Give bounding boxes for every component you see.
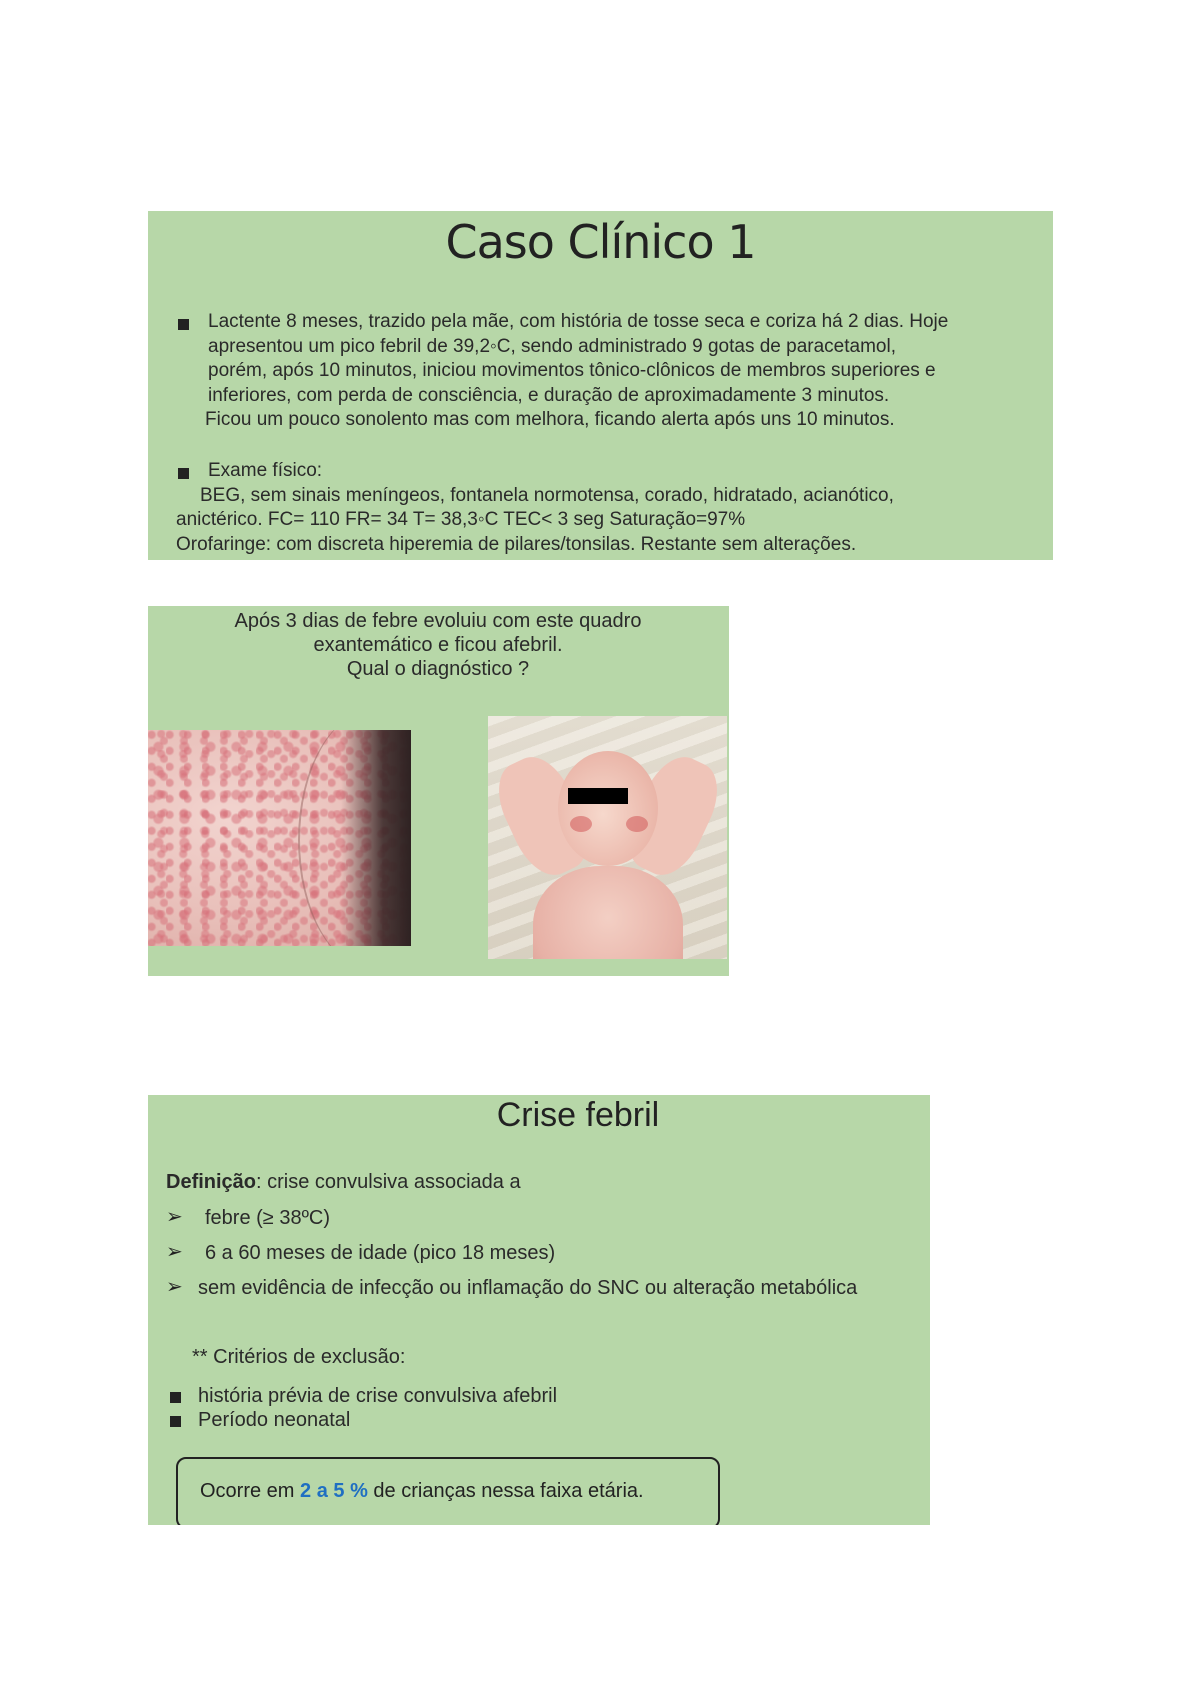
arrow-bullet-icon: ➢ — [166, 1206, 183, 1228]
definition-label: Definição — [166, 1171, 257, 1193]
criterion-item: febre (≥ 38ºC) — [205, 1207, 330, 1229]
slide-caso-clinico — [148, 211, 1053, 560]
case-text-line: porém, após 10 minutos, iniciou movimentos tônico-clônicos de membros superiores e — [208, 360, 936, 381]
slide-title: Crise febril — [496, 1096, 660, 1134]
definition-line — [166, 1170, 521, 1194]
exam-text-line: Orofaringe: com discreta hiperemia de pilares/tonsilas. Restante sem alterações. — [176, 534, 857, 555]
case-text-line: Ficou um pouco sonolento mas com melhora, ficando alerta após uns 10 minutos. — [205, 409, 895, 430]
case-text-line: apresentou um pico febril de 39,2◦C, sendo administrado 9 gotas de paracetamol, — [208, 335, 896, 357]
question-text — [148, 609, 728, 681]
slide-title: Caso Clínico 1 — [445, 215, 756, 269]
question-line: Qual o diagnóstico ? — [346, 658, 530, 680]
bullet-square-icon — [178, 319, 189, 330]
arrow-bullet-icon: ➢ — [166, 1276, 183, 1298]
callout-text: Ocorre em 2 a 5 % de crianças nessa faixa etária. — [200, 1480, 644, 1502]
prevalence-highlight: 2 a 5 % — [300, 1480, 368, 1502]
bullet-square-icon — [178, 468, 189, 479]
case-text-line: Lactente 8 meses, trazido pela mãe, com história de tosse seca e coriza há 2 dias. Hoje — [208, 311, 949, 332]
criterion-item: sem evidência de infecção ou inflamação do SNC ou alteração metabólica — [198, 1277, 858, 1299]
slide-crise-febril — [148, 1095, 930, 1525]
criterion-item: 6 a 60 meses de idade (pico 18 meses) — [205, 1242, 556, 1264]
exam-heading: Exame físico: — [208, 460, 323, 481]
privacy-bar — [568, 788, 628, 804]
exclusion-item: história prévia de crise convulsiva afebril — [198, 1385, 558, 1407]
rash-skin-photo — [148, 730, 411, 946]
slide-question — [148, 606, 729, 976]
exclusion-heading: ** Critérios de exclusão: — [192, 1346, 406, 1368]
infant-exanthem-photo — [488, 716, 727, 959]
exam-text-line: BEG, sem sinais meníngeos, fontanela normotensa, corado, hidratado, acianótico, — [200, 485, 894, 506]
bullet-square-icon — [170, 1392, 181, 1403]
definition-text: : crise convulsiva associada a — [256, 1171, 521, 1193]
exclusion-item: Período neonatal — [198, 1409, 351, 1431]
bullet-square-icon — [170, 1416, 181, 1427]
exam-text-line: anictérico. FC= 110 FR= 34 T= 38,3◦C TEC< 3 seg Saturação=97% — [176, 509, 746, 530]
question-line: Após 3 dias de febre evoluiu com este quadro — [234, 610, 642, 632]
arrow-bullet-icon: ➢ — [166, 1241, 183, 1263]
question-line: exantemático e ficou afebril. — [313, 634, 563, 656]
prevalence-callout — [176, 1457, 720, 1525]
case-text-line: inferiores, com perda de consciência, e duração de aproximadamente 3 minutos. — [208, 384, 890, 406]
